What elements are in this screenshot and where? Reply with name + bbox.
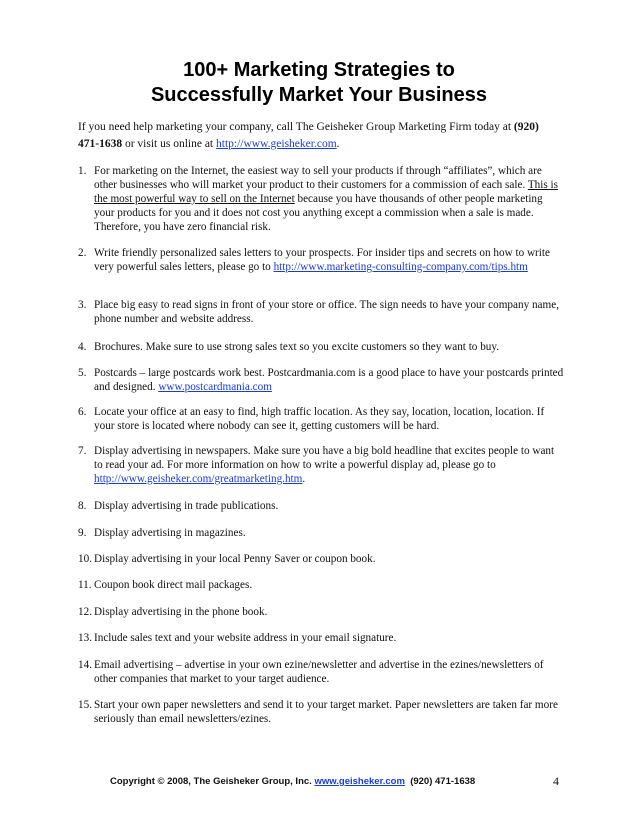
item-text: For marketing on the Internet, the easiest way to sell your products if through “affiliates”, which are other businesses who will market your product to their customers for a commission of each sale. [94, 165, 542, 191]
item-link[interactable]: www.postcardmania.com [158, 380, 272, 393]
item-text: Start your own paper newsletters and send it to your target market. Paper newsletters are taken far more seriously than email newsletters/ezines. [94, 699, 558, 725]
title-line-1: 100+ Marketing Strategies to [183, 59, 455, 81]
item-number: 5. [78, 367, 87, 379]
item-text: Coupon book direct mail packages. [94, 579, 253, 591]
item-number: 12. [78, 606, 92, 618]
item-text: Display advertising in your local Penny Saver or coupon book. [94, 553, 376, 565]
item-number: 7. [78, 445, 87, 457]
item-number: 13. [78, 632, 92, 644]
page-number: 4 [553, 774, 559, 788]
item-number: 8. [78, 500, 87, 512]
footer-phone: (920) 471-1638 [404, 776, 476, 787]
footer-copyright: Copyright © 2008, The Geisheker Group, Inc. [110, 776, 315, 787]
item-text: Locate your office at an easy to find, high traffic location. As they say, location, location, location. If your store is located where nobody can see it, getting customers will be hard. [94, 406, 545, 432]
item-text: Write friendly personalized sales letters to your prospects. For insider tips and secrets on how to write very powerful sales letters, please go to [94, 247, 550, 273]
intro-website-link[interactable]: http://www.geisheker.com [216, 137, 337, 150]
item-text: Postcards – large postcards work best. Postcardmania.com is a good place to have your postcards printed and designed. [94, 367, 564, 393]
item-number: 14. [78, 659, 92, 671]
intro-text-1: If you need help marketing your company, call The Geisheker Group Marketing Firm today at [78, 121, 514, 133]
item-number: 6. [78, 406, 87, 418]
item-number: 11. [78, 579, 92, 591]
intro-text-2: or visit us online at [122, 137, 217, 150]
item-number: 10. [78, 553, 92, 565]
item-text-end: because you have thousands of other people marketing your products for you and it does not cost you anything except a commission when a sale is made. Therefore, you have zero financial risk. [94, 192, 543, 233]
item-text: Place big easy to read signs in front of your store or office. The sign needs to have your company name, phone number and website address. [94, 299, 559, 325]
item-underlined-text: This is the most powerful way to sell on the Internet [94, 178, 558, 205]
item-number: 9. [78, 527, 87, 539]
item-text: Brochures. Make sure to use strong sales text so you excite customers so they want to buy. [94, 341, 500, 353]
item-number: 2. [78, 247, 87, 259]
intro-text-3: . [336, 137, 340, 150]
item-number: 1. [78, 165, 87, 177]
intro-paragraph [78, 119, 558, 152]
item-link[interactable]: http://www.geisheker.com/greatmarketing.htm [94, 472, 303, 485]
item-link[interactable]: http://www.marketing-consulting-company.com/tips.htm [273, 260, 528, 273]
item-text: Email advertising – advertise in your own ezine/newsletter and advertise in the ezines/newsletters of other companies that market to your target audience. [94, 659, 544, 685]
item-number: 15. [78, 699, 92, 711]
item-number: 3. [78, 299, 87, 311]
item-text: Display advertising in trade publications. [94, 500, 279, 512]
title-line-2: Successfully Market Your Business [150, 84, 488, 106]
item-number: 4. [78, 341, 87, 353]
intro-phone: (920) 471-1638 [78, 121, 539, 150]
item-text: Display advertising in newspapers. Make sure you have a big bold headline that excites people to want to read your ad. For more information on how to write a powerful display ad, please go to [94, 445, 555, 471]
item-text: Include sales text and your website address in your email signature. [94, 632, 397, 644]
page-title [0, 58, 638, 108]
item-text-end: . [302, 472, 306, 485]
footer-website-link[interactable]: www.geisheker.com [314, 776, 405, 787]
item-text: Display advertising in magazines. [94, 527, 246, 539]
item-text: Display advertising in the phone book. [94, 606, 268, 618]
footer-line [110, 776, 475, 788]
